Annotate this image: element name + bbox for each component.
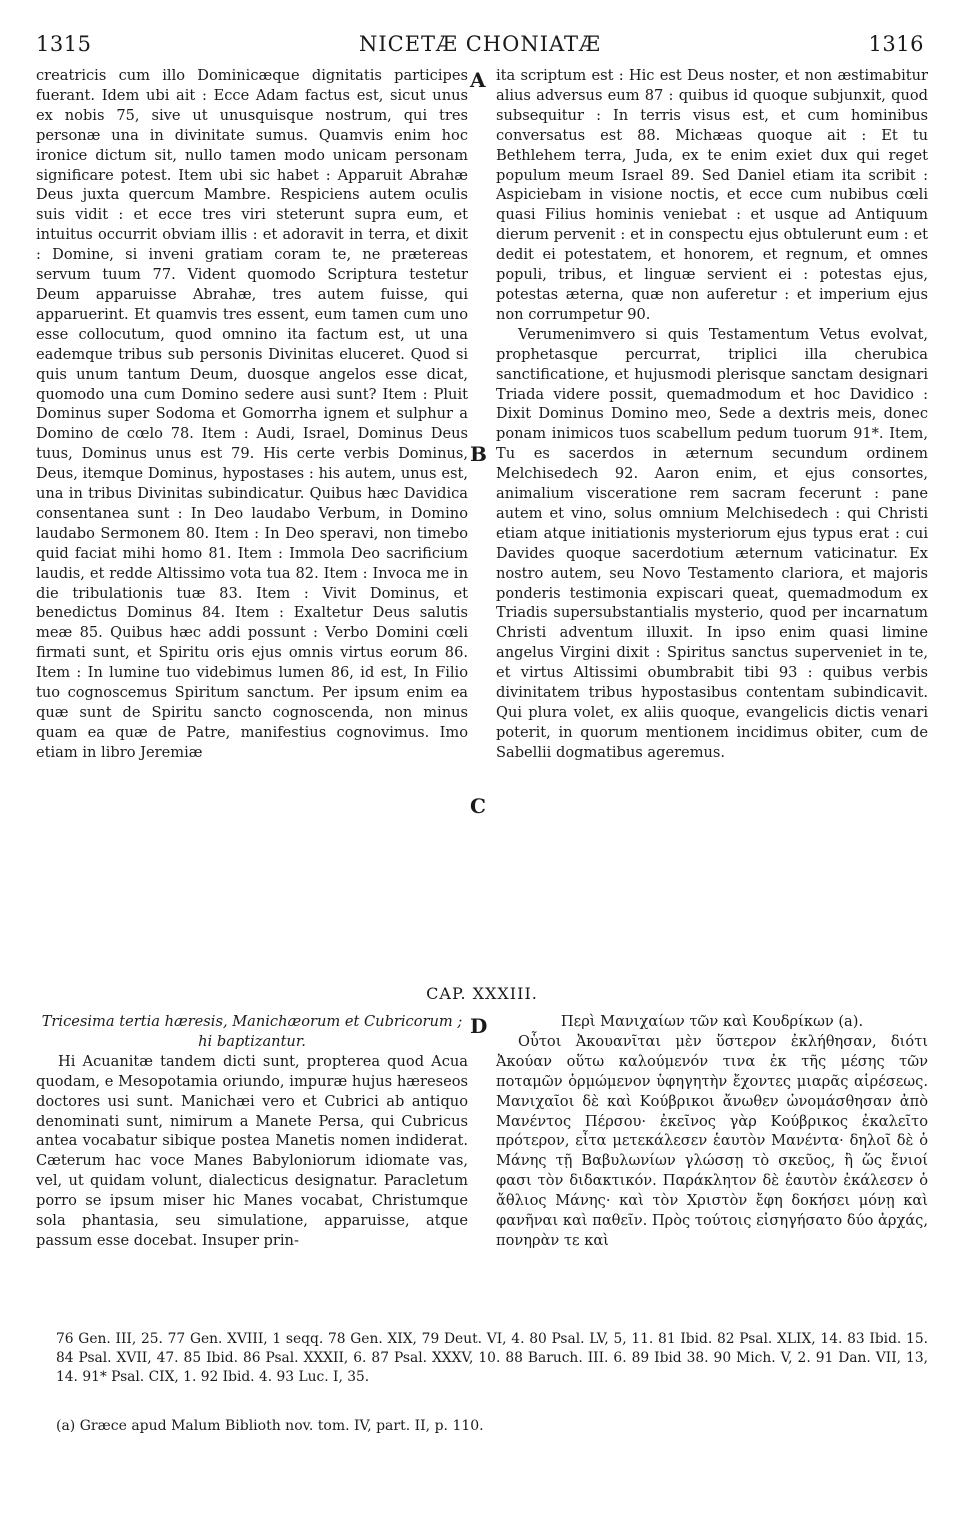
margin-letter-b: B <box>470 442 487 466</box>
page-header <box>36 32 924 62</box>
right-column-paragraph-2: Verumenimvero si quis Testamentum Vetus evolvat, prophetasque percurrat, triplici illa cherubica sanctificatione, et hujusmodi plerisque sanctam designari Triada videre possit, quemadmodum et hoc Davidico : Dixit Dominus Domino meo, Sede a dextris meis, donec ponam inimicos tuos scabellum pedum tuorum 91*. Item, Tu es sacerdos in æternum secundum ordinem Melchisedech 92. Aaron enim, et ejus consortes, animalium visceratione rem sacram fecerunt : pane autem et vino, solus omnium Melchisedech : qui Christi etiam atque initiationis mysteriorum ejus typus erat : cui Davides quoque sacerdotium æternum vaticinatur. Ex nostro autem, seu Novo Testamento clariora, et majoris ponderis testimonia expiscari queat, quemadmodum ex Triadis supersubstantialis mysterio, quod per incarnatum Christi adventum illuxit. In ipso enim quasi limine angelus Virgini dixit : Spiritus sanctus superveniet in te, et virtus Altissimi obumbrabit tibi 93 : quibus verbis divinitatem tribus hypostasibus contentam subindicavit. Qui plura volet, ex aliis quoque, evangelicis dictis venari poterit, in quorum mentionem incidimus obiter, cum de Sabellii dogmatibus ageremus. <box>496 325 928 761</box>
latin-section <box>36 1012 468 1251</box>
right-column-paragraph-1: ita scriptum est : Hic est Deus noster, et non æstimabitur alius adversus eum 87 : quibus id quoque subjunxit, quod subsequitur : In terris visus est, et cum hominibus conversatus est 88. Michæas quoque ait : Et tu Bethlehem terra, Juda, ex te enim exiet dux qui reget populum meum Israel 89. Sed Daniel etiam ita scribit : Aspiciebam in visione noctis, et ecce cum nubibus cœli quasi Filius hominis veniebat : et usque ad Antiquum dierum pervenit : et in conspectu ejus obtulerunt eum : et dedit ei potestatem, et honorem, et regnum, et omnes populi, tribus, et linguæ servient ei : potestas ejus, potestas æterna, quæ non auferetur : et imperium ejus non corrumpetur 90. <box>496 67 928 323</box>
latin-section-text: Hi Acuanitæ tandem dicti sunt, propterea quod Acua quodam, e Mesopotamia oriundo, impuræ hujus hæreseos doctores usi sunt. Manichæi vero et Cubrici ab antiquo denominati sunt, nimirum a Manete Persa, qui Cubricus antea vocabatur sibique postea Manetis nomen indiderat. Cæterum hac voce Manes Babyloniorum idiomate vas, vel, ut quidam volunt, dialecticus designatur. Paracletum porro se ipsum miser hic Manes vocabat, Christumque sola phantasia, seu simulatione, apparuisse, atque passum esse docebat. Insuper prin- <box>36 1052 468 1249</box>
margin-letter-d: D <box>470 1014 488 1038</box>
footnotes-text: 76 Gen. III, 25. 77 Gen. XVIII, 1 seqq. 78 Gen. XIX, 79 Deut. VI, 4. 80 Psal. LV, 5, 11. 81 Ibid. 82 Psal. XLIX, 14. 83 Ibid. 15. 84 Psal. XVII, 47. 85 Ibid. 86 Psal. XXXII, 6. 87 Psal. XXXV, 10. 88 Baruch. III. 6. 89 Ibid 38. 90 Mich. V, 2. 91 Dan. VII, 13, 14. 91* Psal. CIX, 1. 92 Ibid. 4. 93 Luc. I, 35. <box>56 1331 928 1385</box>
page-number-left: 1315 <box>36 32 92 56</box>
greek-section-title: Περὶ Μανιχαίων τῶν καὶ Κουδρίκων (a). <box>560 1013 864 1030</box>
footnotes <box>56 1330 928 1387</box>
latin-section-title: Tricesima tertia hæresis, Manichæorum et Cubricorum ; hi baptizantur. <box>41 1013 463 1050</box>
left-column <box>36 66 468 763</box>
chapter-heading: CAP. XXXIII. <box>426 984 538 1003</box>
margin-letter-c: C <box>470 794 486 818</box>
running-title: NICETÆ CHONIATÆ <box>358 32 602 56</box>
margin-letter-a: A <box>470 68 486 92</box>
greek-section-text: Οὗτοι Ἀκουανῖται μὲν ὕστερον ἐκλήθησαν, διότι Ἀκούαν οὕτω καλούμενόν τινα ἐκ τῆς μέσης τῶν ποταμῶν ὁρμώμενον ὑφηγητὴν ἔχοντες μιαρᾶς αἱρέσεως. Μανιχαῖοι δὲ καὶ Κούβρικοι ἄνωθεν ὠνομάσθησαν ἀπὸ Μανέντος Πέρσου· ἐκεῖνος γὰρ Κούβρικος ἐκαλεῖτο πρότερον, εἶτα μετεκάλεσεν ἑαυτὸν Μανέντα· δηλοῖ δὲ ὁ Μάνης τῇ Βαβυλωνίων γλώσσῃ τὸ σκεῦος, ἢ ὥς ἔνιοί φασι τὸν διδακτικόν. Παράκλητον δὲ ἑαυτὸν ἐκάλεσεν ὁ ἄθλιος Μάνης· καὶ τὸν Χριστὸν ἔφη δοκήσει μόνῃ καὶ φανῆναι καὶ παθεῖν. Πρὸς τούτοις εἰσηγήσατο δύο ἀρχάς, πονηρὰν τε καὶ <box>496 1032 928 1249</box>
source-note: (a) Græce apud Malum Biblioth nov. tom. IV, part. II, p. 110. <box>56 1418 484 1434</box>
page-number-right: 1316 <box>868 32 924 56</box>
greek-section <box>496 1012 928 1251</box>
left-column-text: creatricis cum illo Dominicæque dignitatis participes fuerant. Idem ubi ait : Ecce Adam factus est, sicut unus ex nobis 75, sive ut unusquisque nostrum, qui tres personæ una in divinitate sumus. Quamvis enim hoc ironice dictum sit, nullo tamen modo unicam personam significare potest. Item ubi sic habet : Apparuit Abrahæ Deus juxta quercum Mambre. Respiciens autem oculis suis vidit : et ecce tres viri steterunt supra eum, et intuitus occurrit obviam illis : et adoravit in terra, et dixit : Domine, si inveni gratiam coram te, ne prætereas servum tuum 77. Vident quomodo Scriptura testetur Deum apparuisse Abrahæ, tres autem fuisse, qui apparuerint. Et quamvis tres essent, eum tamen cum uno esse collocutum, quod omnino ita factum est, ut una eademque tribus sub personis Divinitas eluceret. Quod si quis unum tantum Deum, duosque angelos esse dicat, quomodo una cum Domino sedere ausi sunt? Item : Pluit Dominus super Sodoma et Gomorrha ignem et sulphur a Domino de cœlo 78. Item : Audi, Israel, Dominus Deus tuus, Dominus unus est 79. His certe verbis Dominus, Deus, itemque Dominus, hypostases : his autem, unus est, una in tribus Divinitas subindicatur. Quibus hæc Davidica consentanea sunt : In Deo laudabo Verbum, in Domino laudabo Sermonem 80. Item : In Deo speravi, non timebo quid faciat mihi homo 81. Item : Immola Deo sacrificium laudis, et redde Altissimo vota tua 82. Item : Invoca me in die tribulationis tuæ 83. Item : Vivit Dominus, et benedictus Dominus 84. Item : Exaltetur Deus salutis meæ 85. Quibus hæc addi possunt : Verbo Domini cœli firmati sunt, et Spiritu oris ejus omnis virtus eorum 86. Item : In lumine tuo videbimus lumen 86, id est, In Filio tuo cognoscemus Spiritum sanctum. Per ipsum enim ea quæ sunt de Spiritu sancto cognoscenda, non minus quam ea quæ de Patre, manifestius cognovimus. Imo etiam in libro Jeremiæ <box>36 67 468 761</box>
right-column <box>496 66 928 763</box>
